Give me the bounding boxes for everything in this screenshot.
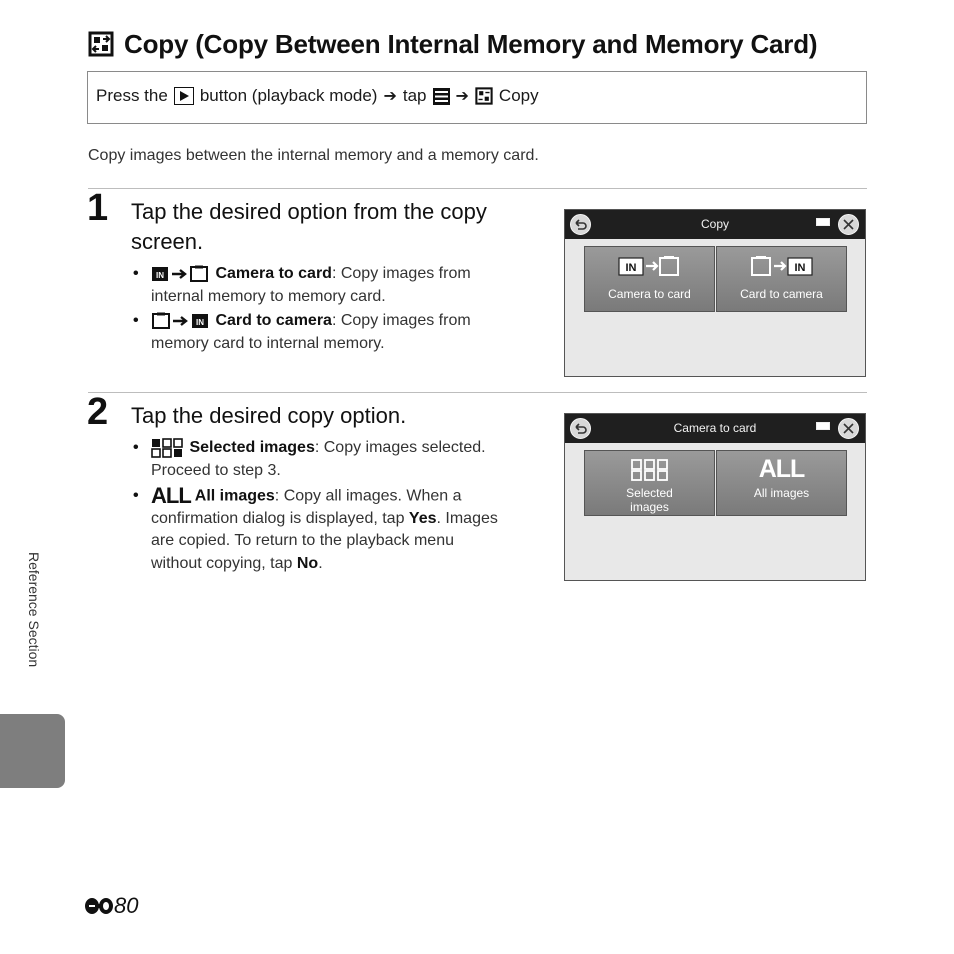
all-images-button[interactable] [716, 450, 847, 516]
step-1-bullet-camera-to-card: • IN Camera to card: Copy images from internal memory to memory card. [133, 265, 471, 305]
step-1-bullet-card-to-camera: • IN Card to camera: Copy images from memory card to internal memory. [133, 312, 471, 352]
camera-screen-copy [564, 209, 866, 377]
step-1-heading-line1: Tap the desired option from the copy [131, 199, 487, 224]
screen-title: Copy [700, 217, 729, 231]
arrow-right-icon: ➔ [455, 88, 469, 105]
bullet-term: Camera to card [215, 265, 332, 282]
playback-button-icon [174, 87, 194, 105]
all-images-icon: ALL [151, 483, 191, 508]
menu-icon [433, 88, 450, 105]
bullet-term: Selected images [189, 439, 315, 456]
nav-tap: tap [402, 86, 427, 105]
intro-text: Copy images between the internal memory and a memory card. [88, 147, 539, 164]
step-1-number: 1 [87, 187, 109, 229]
internal-memory-to-card-icon [618, 255, 682, 277]
camera-screen-camera-to-card [564, 413, 866, 581]
step-1-heading [131, 197, 487, 257]
close-icon[interactable] [838, 214, 859, 235]
battery-icon [816, 218, 830, 226]
section-side-label: Reference Section [26, 552, 42, 668]
button-label: All images [753, 486, 810, 500]
page-number: 80 [84, 893, 138, 919]
bullet-term: All images [194, 487, 275, 505]
screen-title: Camera to card [673, 421, 757, 435]
internal-memory-to-card-icon [151, 265, 211, 283]
step-2-bullet-selected-images: • Selected images: Copy images selected. Proceed to step 3. [133, 439, 486, 479]
close-icon[interactable] [838, 418, 859, 439]
button-label: Card to camera [740, 287, 823, 301]
page-title [88, 26, 888, 62]
step-2-heading: Tap the desired copy option. [131, 403, 407, 428]
section-tab [0, 714, 65, 788]
button-label: Camera to card [608, 287, 691, 301]
card-to-internal-memory-icon [151, 312, 211, 330]
step-2-bullet-all-images: • ALL All images: Copy all images. When a confirmation dialog is displayed, tap Yes. Images are copied. To return to the playback menu without copying, tap No. [133, 483, 498, 572]
arrow-right-icon: ➔ [383, 88, 397, 105]
step-2-number: 2 [87, 391, 109, 433]
battery-icon [816, 422, 830, 430]
camera-to-card-button[interactable] [584, 246, 715, 312]
selected-images-icon [631, 459, 669, 481]
card-to-internal-memory-icon [750, 255, 814, 277]
bullet-term: Card to camera [215, 312, 332, 329]
title-text: Copy (Copy Between Internal Memory and Memory Card) [124, 28, 818, 59]
selected-images-icon [151, 438, 185, 458]
reference-section-icon [84, 896, 114, 916]
svg-text:IN: IN [794, 262, 806, 274]
nav-button-text: button (playback mode) [199, 86, 378, 105]
screen-title-bar [565, 210, 865, 239]
card-to-camera-button[interactable] [716, 246, 847, 312]
svg-text:IN: IN [156, 270, 164, 280]
nav-copy: Copy [498, 86, 539, 105]
svg-text:IN: IN [625, 262, 637, 274]
copy-icon [88, 31, 114, 57]
selected-images-button[interactable] [584, 450, 715, 516]
navigation-path-box [87, 71, 867, 124]
divider [88, 392, 867, 393]
nav-press-the: Press the [96, 86, 168, 105]
svg-text:IN: IN [196, 317, 204, 327]
screen-title-bar [565, 414, 865, 443]
step-1-heading-line2: screen. [131, 229, 204, 254]
divider [88, 188, 867, 189]
copy-icon [475, 87, 493, 105]
button-label: Selected images [626, 486, 673, 514]
all-images-icon: ALL [758, 455, 805, 483]
